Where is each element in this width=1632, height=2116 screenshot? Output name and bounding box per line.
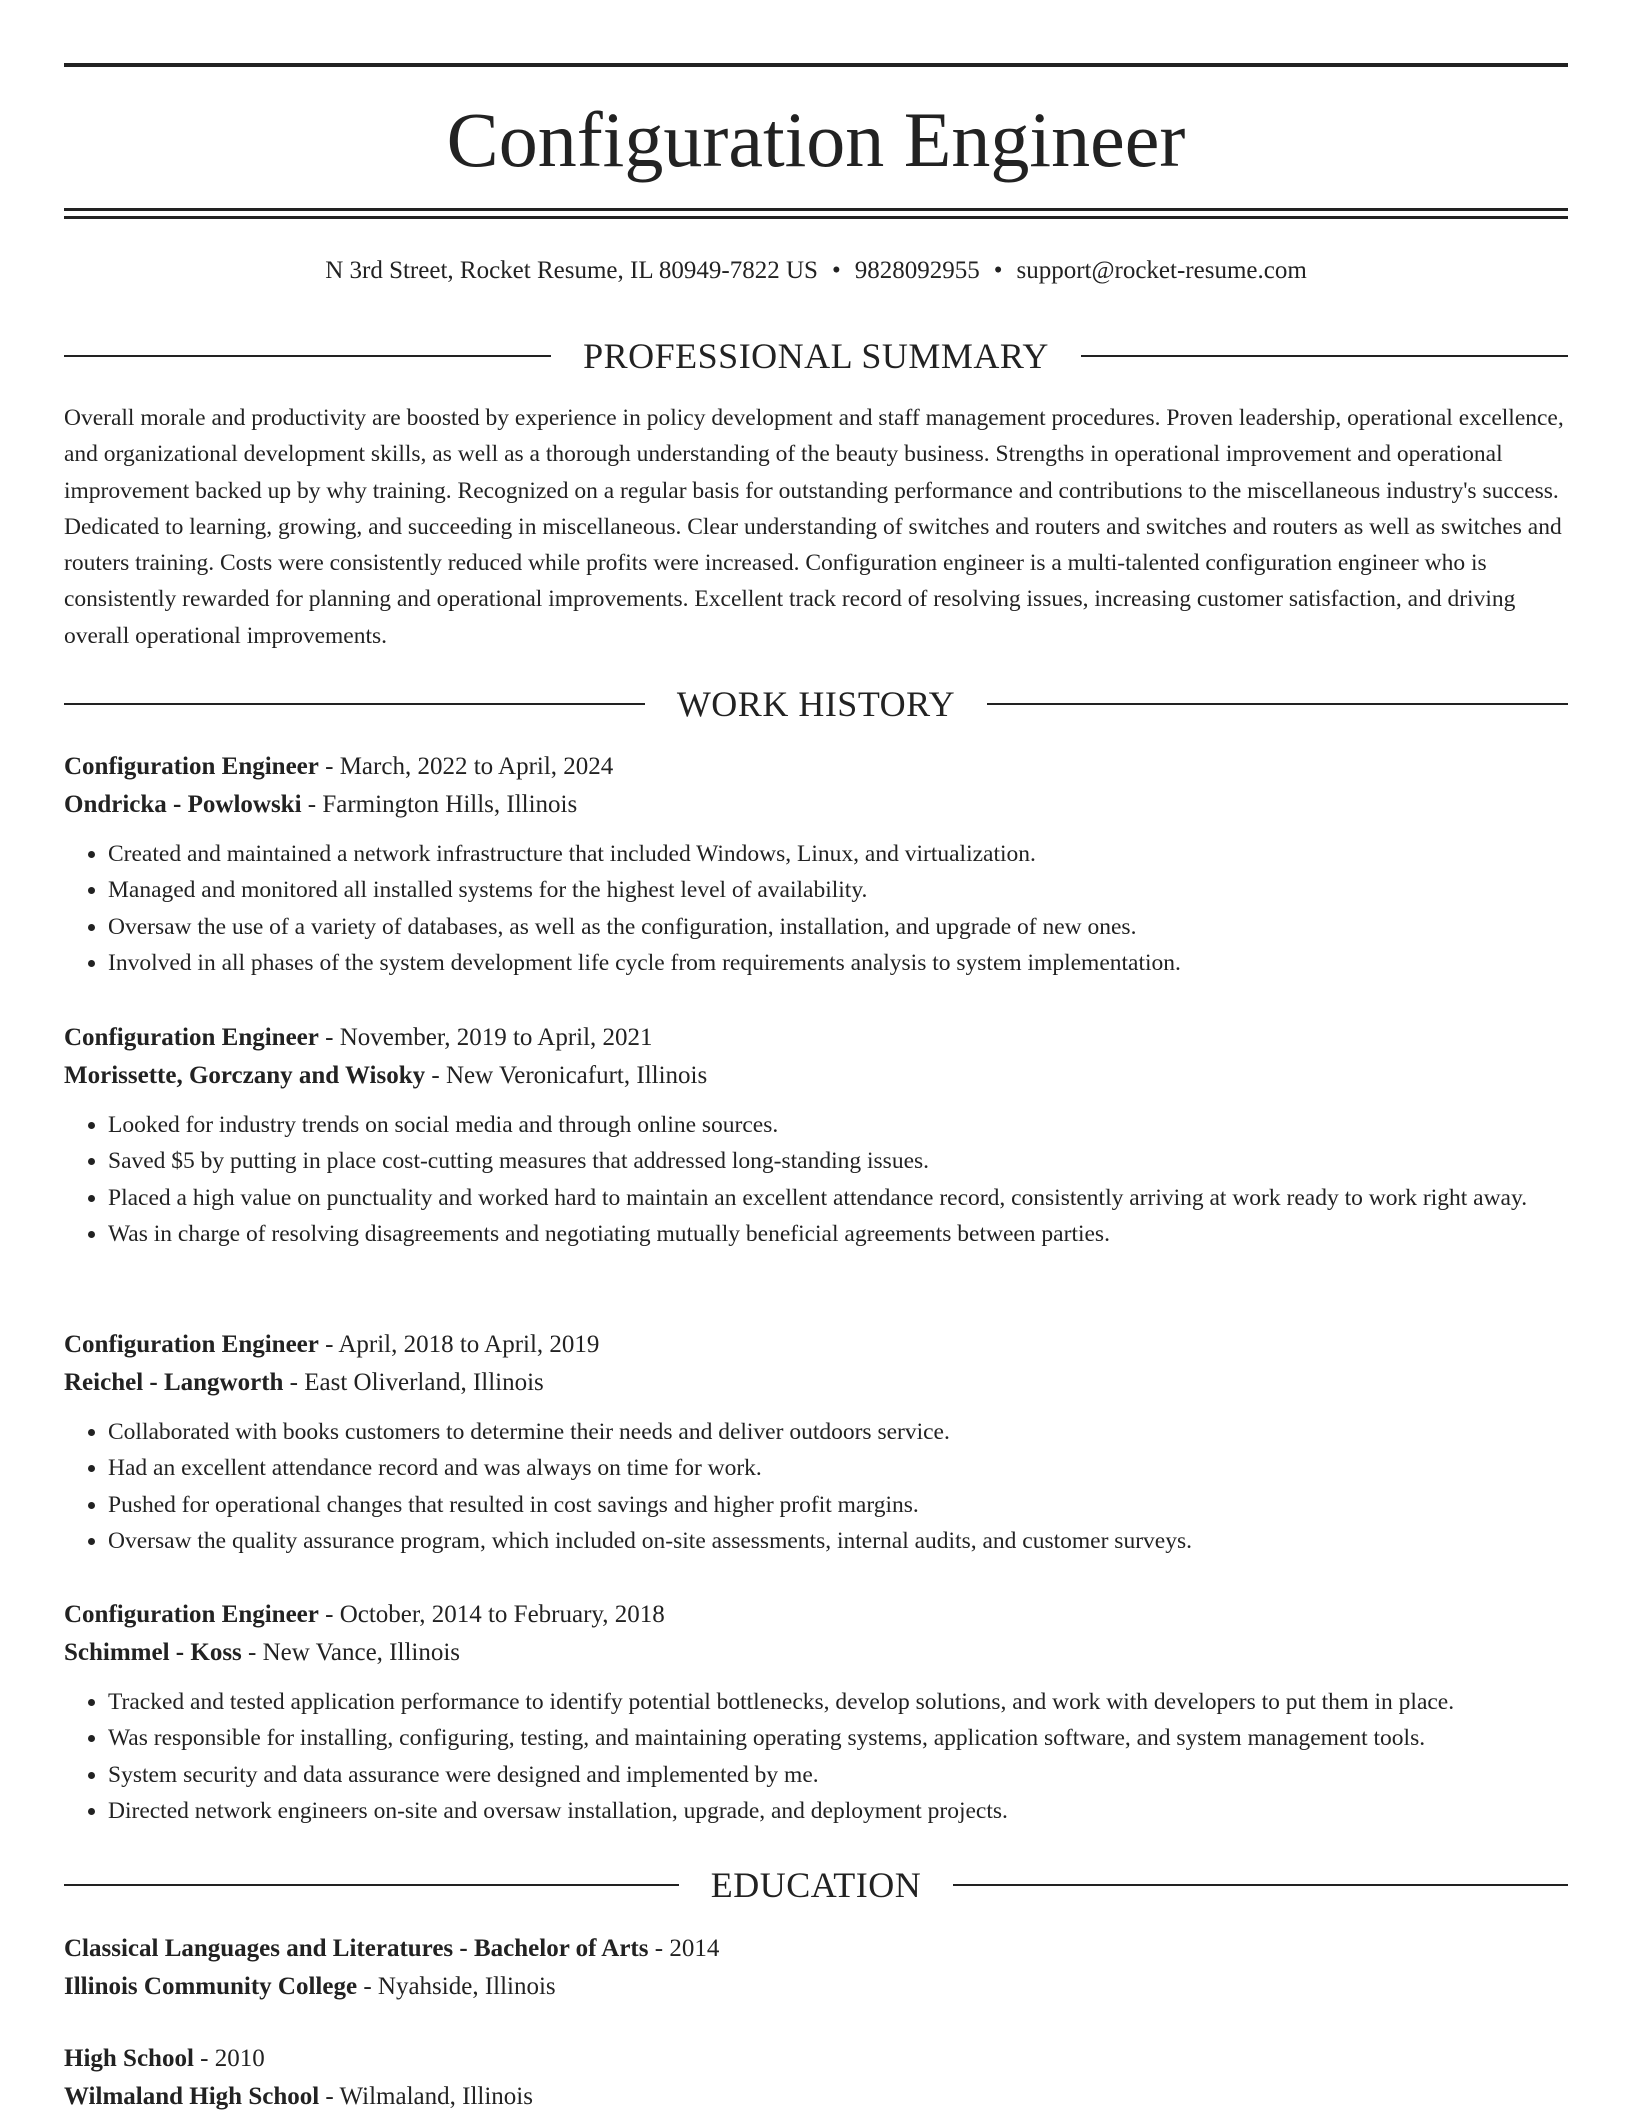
job-title-line: Configuration Engineer - March, 2022 to April, 2024	[64, 753, 614, 780]
section-title-summary: PROFESSIONAL SUMMARY	[583, 336, 1049, 376]
education-year: 2010	[214, 2045, 265, 2072]
job-title-line: Configuration Engineer - October, 2014 to February, 2018	[64, 1601, 665, 1628]
education-year: 2014	[669, 1935, 720, 1962]
job-bullets	[64, 1107, 1568, 1252]
section-title-work: WORK HISTORY	[676, 684, 956, 724]
job-bullet: • Tracked and tested application performance to identify potential bottlenecks, develop solutions, and work with developers to put them in place.	[108, 1684, 1568, 1720]
job-company-line: Ondricka - Powlowski - Farmington Hills, Illinois	[64, 791, 578, 818]
section-rule-left	[64, 703, 645, 705]
header-double-rule-upper	[64, 208, 1568, 211]
job-bullet: • Oversaw the quality assurance program, which included on-site assessments, internal audits, and customer surveys.	[108, 1523, 1568, 1559]
job-location: New Vance, Illinois	[262, 1639, 461, 1666]
job-bullets	[64, 1684, 1568, 1829]
job-bullets	[64, 836, 1568, 981]
section-rule-right	[987, 703, 1568, 705]
job-dates: October, 2014 to February, 2018	[339, 1601, 665, 1628]
section-rule-left	[64, 1884, 679, 1886]
job-bullet: • System security and data assurance were designed and implemented by me.	[108, 1757, 1568, 1793]
job-bullet: • Directed network engineers on-site and oversaw installation, upgrade, and deployment projects.	[108, 1793, 1568, 1829]
job-company: Reichel - Langworth	[64, 1369, 284, 1396]
job-bullet: • Involved in all phases of the system development life cycle from requirements analysis to system implementation.	[108, 945, 1568, 981]
job-bullet: • Placed a high value on punctuality and worked hard to maintain an excellent attendance record, consistently arriving at work ready to work right away.	[108, 1180, 1568, 1216]
job-bullet: • Oversaw the use of a variety of databases, as well as the configuration, installation, and upgrade of new ones.	[108, 909, 1568, 945]
job-role: Configuration Engineer	[64, 1331, 319, 1358]
education-entry	[64, 2040, 1568, 2116]
job-role: Configuration Engineer	[64, 1024, 319, 1051]
job-company: Morissette, Gorczany and Wisoky	[64, 1062, 426, 1089]
job-bullet: • Created and maintained a network infrastructure that included Windows, Linux, and virtualization.	[108, 836, 1568, 872]
section-header-summary	[64, 334, 1568, 378]
education-degree: Classical Languages and Literatures - Bachelor of Arts	[64, 1935, 649, 1962]
education-location: Nyahside, Illinois	[377, 1973, 556, 2000]
job-bullet: • Was in charge of resolving disagreements and negotiating mutually beneficial agreements between parties.	[108, 1216, 1568, 1252]
job-bullet: • Collaborated with books customers to determine their needs and deliver outdoors service.	[108, 1414, 1568, 1450]
job-location: New Veronicafurt, Illinois	[445, 1062, 708, 1089]
contact-address: N 3rd Street, Rocket Resume, IL 80949-7822 US	[325, 257, 818, 284]
education-location: Wilmaland, Illinois	[339, 2083, 533, 2110]
contact-phone: 9828092955	[854, 257, 980, 284]
education-school-line: Illinois Community College - Nyahside, Illinois	[64, 1973, 556, 2000]
job-bullet: • Managed and monitored all installed systems for the highest level of availability.	[108, 872, 1568, 908]
header-top-rule	[64, 63, 1568, 67]
section-header-work	[64, 682, 1568, 726]
professional-summary-text: Overall morale and productivity are boosted by experience in policy development and staff management procedures. Proven leadership, operational excellence, and organizational development skills, as well as a thorough understanding of the beauty business. Strengths in operational improvement and operational improvement backed up by why training. Recognized on a regular basis for outstanding performance and contributions to the miscellaneous industry's success. Dedicated to learning, growing, and succeeding in miscellaneous. Clear understanding of switches and routers and switches and routers as well as switches and routers training. Costs were consistently reduced while profits were increased. Configuration engineer is a multi-talented configuration engineer who is consistently rewarded for planning and operational improvements. Excellent track record of resolving issues, increasing customer satisfaction, and driving overall operational improvements.	[64, 405, 1564, 649]
job-bullet: • Was responsible for installing, configuring, testing, and maintaining operating systems, application software, and system management tools.	[108, 1720, 1568, 1756]
job-dates: November, 2019 to April, 2021	[339, 1024, 653, 1051]
job-bullet: • Looked for industry trends on social media and through online sources.	[108, 1107, 1568, 1143]
job-company-line: Reichel - Langworth - East Oliverland, Illinois	[64, 1369, 544, 1396]
education-school: Illinois Community College	[64, 1973, 358, 2000]
job-entry	[64, 1326, 1568, 1559]
job-title-line: Configuration Engineer - November, 2019 to April, 2021	[64, 1024, 653, 1051]
job-company-line: Morissette, Gorczany and Wisoky - New Veronicafurt, Illinois	[64, 1062, 708, 1089]
resume-title: Configuration Engineer	[446, 96, 1186, 183]
job-entry	[64, 1019, 1568, 1252]
job-entry	[64, 1596, 1568, 1829]
education-degree-line: Classical Languages and Literatures - Bachelor of Arts - 2014	[64, 1935, 720, 1962]
job-title-line: Configuration Engineer - April, 2018 to April, 2019	[64, 1331, 600, 1358]
job-location: East Oliverland, Illinois	[304, 1369, 544, 1396]
job-dates: March, 2022 to April, 2024	[339, 753, 614, 780]
job-company-line: Schimmel - Koss - New Vance, Illinois	[64, 1639, 461, 1666]
job-role: Configuration Engineer	[64, 1601, 319, 1628]
section-title-education: EDUCATION	[710, 1865, 922, 1905]
contact-separator: •	[831, 257, 841, 284]
section-header-education	[64, 1863, 1568, 1907]
header-double-rule-lower	[64, 216, 1568, 219]
job-bullets	[64, 1414, 1568, 1559]
job-role: Configuration Engineer	[64, 753, 319, 780]
section-rule-right	[953, 1884, 1568, 1886]
section-rule-left	[64, 355, 551, 357]
job-dates: April, 2018 to April, 2019	[338, 1331, 600, 1358]
job-company: Ondricka - Powlowski	[64, 791, 302, 818]
job-bullet: • Saved $5 by putting in place cost-cutting measures that addressed long-standing issues.	[108, 1143, 1568, 1179]
education-degree-line: High School - 2010	[64, 2045, 265, 2072]
job-bullet: • Had an excellent attendance record and was always on time for work.	[108, 1450, 1568, 1486]
contact-line	[64, 254, 1568, 288]
education-degree: High School	[64, 2045, 194, 2072]
contact-separator: •	[993, 257, 1003, 284]
contact-email: support@rocket-resume.com	[1016, 257, 1307, 284]
job-location: Farmington Hills, Illinois	[322, 791, 578, 818]
job-entry	[64, 748, 1568, 981]
education-school: Wilmaland High School	[64, 2083, 320, 2110]
education-entry	[64, 1930, 1568, 2006]
job-company: Schimmel - Koss	[64, 1639, 242, 1666]
education-school-line: Wilmaland High School - Wilmaland, Illinois	[64, 2083, 533, 2110]
section-rule-right	[1081, 355, 1568, 357]
job-bullet: • Pushed for operational changes that resulted in cost savings and higher profit margins.	[108, 1487, 1568, 1523]
